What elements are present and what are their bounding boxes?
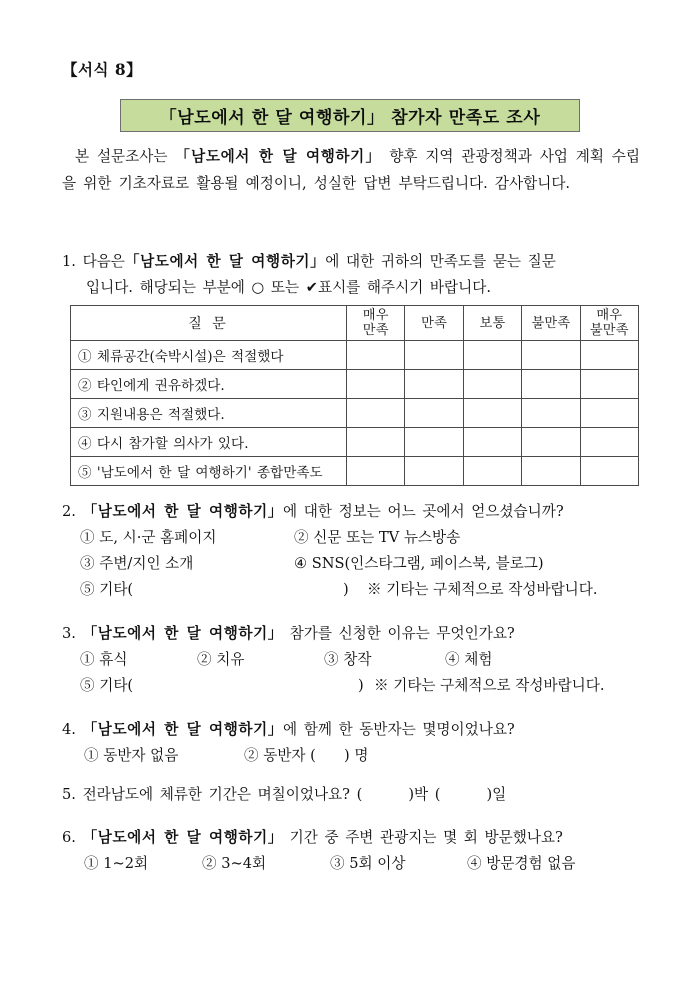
answer-cell-very-satisfied[interactable] <box>347 399 405 428</box>
intro-program-name: 「남도에서 한 달 여행하기」 <box>175 148 382 165</box>
question-2-option-3[interactable]: ③ 주변/지인 소개 <box>80 555 194 572</box>
scale-line1: 만족 <box>421 315 448 331</box>
table-row <box>71 341 639 370</box>
question-3-option-1[interactable]: ① 휴식 <box>80 651 128 668</box>
header-scale-satisfied <box>405 306 463 341</box>
question-1 <box>62 249 652 301</box>
title-banner <box>120 99 580 132</box>
question-1-text-before: 다음은 <box>75 253 125 270</box>
scale-line1: 매우 <box>362 308 389 323</box>
satisfaction-table <box>70 305 639 486</box>
answer-cell-satisfied[interactable] <box>405 341 463 370</box>
question-4-heading <box>62 717 652 743</box>
answer-cell-very-satisfied[interactable] <box>347 341 405 370</box>
answer-cell-dissatisfied[interactable] <box>522 341 580 370</box>
header-scale-neutral <box>463 306 521 341</box>
question-4 <box>62 717 652 769</box>
form-tag: 【서식 8】 <box>62 60 143 79</box>
answer-cell-very-satisfied[interactable] <box>347 370 405 399</box>
answer-cell-very-dissatisfied[interactable] <box>580 428 638 457</box>
question-3-option-row-2 <box>62 673 652 699</box>
answer-cell-very-dissatisfied[interactable] <box>580 370 638 399</box>
question-5-number: 5. <box>62 786 76 803</box>
question-2-option-4[interactable]: ④ SNS(인스타그램, 페이스북, 블로그) <box>294 555 544 572</box>
answer-cell-neutral[interactable] <box>463 399 521 428</box>
page-title: 「남도에서 한 달 여행하기」 참가자 만족도 조사 <box>159 108 541 128</box>
question-3-note: ※ 기타는 구체적으로 작성바랍니다. <box>374 677 605 694</box>
question-6-heading <box>62 825 652 851</box>
question-4-program-name: 「남도에서 한 달 여행하기」 <box>82 721 283 738</box>
question-4-number: 4. <box>62 721 76 738</box>
question-6 <box>62 825 652 877</box>
question-3-option-row-1 <box>62 647 652 673</box>
question-1-program-name: 「남도에서 한 달 여행하기」 <box>124 253 326 270</box>
question-2-option-row-1 <box>62 525 652 551</box>
question-2-option-row-2 <box>62 551 652 577</box>
row-label: ③ 지원내용은 적절했다. <box>71 399 347 428</box>
question-2-heading <box>62 499 652 525</box>
answer-cell-very-satisfied[interactable] <box>347 428 405 457</box>
intro-part2: 향후 지역 관광정책과 사업 계획 수립을 위한 기초자료로 활용될 예정이니, 성실한 답변 부탁드립니다. 감사합니다. <box>62 148 640 192</box>
answer-cell-very-dissatisfied[interactable] <box>580 457 638 486</box>
answer-cell-dissatisfied[interactable] <box>522 399 580 428</box>
answer-cell-very-dissatisfied[interactable] <box>580 399 638 428</box>
answer-cell-dissatisfied[interactable] <box>522 370 580 399</box>
answer-cell-dissatisfied[interactable] <box>522 428 580 457</box>
question-3-heading <box>62 621 652 647</box>
answer-cell-neutral[interactable] <box>463 457 521 486</box>
question-6-option-1[interactable]: ① 1~2회 <box>84 855 149 872</box>
table-row <box>71 457 639 486</box>
row-label: ① 체류공간(숙박시설)은 적절했다 <box>71 341 347 370</box>
question-2-text-after: 에 대한 정보는 어느 곳에서 얻으셨습니까? <box>283 503 564 520</box>
question-5-unit-days: )일 <box>486 786 507 803</box>
question-2-option-row-3 <box>62 577 652 603</box>
question-6-number: 6. <box>62 829 76 846</box>
question-2 <box>62 499 652 603</box>
header-scale-very-dissatisfied <box>580 306 638 341</box>
answer-cell-neutral[interactable] <box>463 428 521 457</box>
question-5-text[interactable]: 전라남도에 체류한 기간은 며칠이었나요? ( <box>75 786 363 803</box>
question-1-number: 1. <box>62 253 76 270</box>
row-label: ② 타인에게 권유하겠다. <box>71 370 347 399</box>
header-scale-very-satisfied <box>347 306 405 341</box>
question-1-text-after: 에 대한 귀하의 만족도를 묻는 질문 <box>325 253 556 270</box>
question-6-option-2[interactable]: ② 3~4회 <box>202 855 267 872</box>
question-4-option-2[interactable]: ② 동반자 ( <box>244 747 316 764</box>
scale-line1: 보통 <box>479 315 506 331</box>
question-6-option-3[interactable]: ③ 5회 이상 <box>330 855 406 872</box>
table-row <box>71 370 639 399</box>
question-1-heading <box>62 249 652 275</box>
answer-cell-satisfied[interactable] <box>405 370 463 399</box>
scale-line1: 불만족 <box>531 315 571 331</box>
question-2-option-1[interactable]: ① 도, 시·군 홈페이지 <box>80 529 217 546</box>
scale-line2: 만족 <box>362 323 389 338</box>
question-6-text-after: 기간 중 주변 관광지는 몇 회 방문했나요? <box>283 829 563 846</box>
question-5-heading <box>62 782 652 808</box>
answer-cell-dissatisfied[interactable] <box>522 457 580 486</box>
question-3-number: 3. <box>62 625 76 642</box>
question-4-option-row-1 <box>62 743 652 769</box>
answer-cell-neutral[interactable] <box>463 341 521 370</box>
question-5-unit-nights: )박 ( <box>408 786 441 803</box>
table-row <box>71 399 639 428</box>
table-header-row <box>71 306 639 341</box>
answer-cell-very-satisfied[interactable] <box>347 457 405 486</box>
question-5 <box>62 782 652 808</box>
question-4-option-2-unit: ) 명 <box>344 747 369 764</box>
question-6-program-name: 「남도에서 한 달 여행하기」 <box>82 829 283 846</box>
question-3-option-3[interactable]: ③ 창작 <box>324 651 372 668</box>
question-3-option-5[interactable]: ⑤ 기타( <box>80 677 134 694</box>
answer-cell-satisfied[interactable] <box>405 428 463 457</box>
question-3-option-4[interactable]: ④ 체험 <box>445 651 493 668</box>
satisfaction-table-head <box>71 306 639 341</box>
question-3-text-after: 참가를 신청한 이유는 무엇인가요? <box>283 625 515 642</box>
question-3-other-close-paren: ) <box>358 677 364 694</box>
answer-cell-very-dissatisfied[interactable] <box>580 341 638 370</box>
scale-line2: 불만족 <box>589 323 629 338</box>
answer-cell-satisfied[interactable] <box>405 457 463 486</box>
intro-paragraph <box>62 143 640 197</box>
intro-part1: 본 설문조사는 <box>75 148 176 165</box>
question-4-option-1[interactable]: ① 동반자 없음 <box>84 747 179 764</box>
question-2-option-5[interactable]: ⑤ 기타( <box>80 581 134 598</box>
header-scale-dissatisfied <box>522 306 580 341</box>
table-row <box>71 428 639 457</box>
header-question: 질 문 <box>71 306 347 341</box>
question-1-instruction: 입니다. 해당되는 부분에 ○ 또는 ✔표시를 해주시기 바랍니다. <box>86 279 491 296</box>
question-6-option-4[interactable]: ④ 방문경험 없음 <box>467 855 576 872</box>
row-label: ⑤ '남도에서 한 달 여행하기' 종합만족도 <box>71 457 347 486</box>
answer-cell-neutral[interactable] <box>463 370 521 399</box>
question-3-program-name: 「남도에서 한 달 여행하기」 <box>82 625 283 642</box>
question-2-number: 2. <box>62 503 76 520</box>
scale-line1: 매우 <box>596 308 623 323</box>
question-2-option-2[interactable]: ② 신문 또는 TV 뉴스방송 <box>294 529 461 546</box>
satisfaction-table-body <box>71 341 639 486</box>
question-3 <box>62 621 652 699</box>
row-label: ④ 다시 참가할 의사가 있다. <box>71 428 347 457</box>
question-4-text-after: 에 함께 한 동반자는 몇명이었나요? <box>283 721 515 738</box>
question-6-option-row-1 <box>62 851 652 877</box>
question-2-note: ※ 기타는 구체적으로 작성바랍니다. <box>367 581 598 598</box>
question-2-other-close-paren: ) <box>343 581 349 598</box>
question-2-program-name: 「남도에서 한 달 여행하기」 <box>82 503 283 520</box>
answer-cell-satisfied[interactable] <box>405 399 463 428</box>
question-3-option-2[interactable]: ② 치유 <box>197 651 245 668</box>
